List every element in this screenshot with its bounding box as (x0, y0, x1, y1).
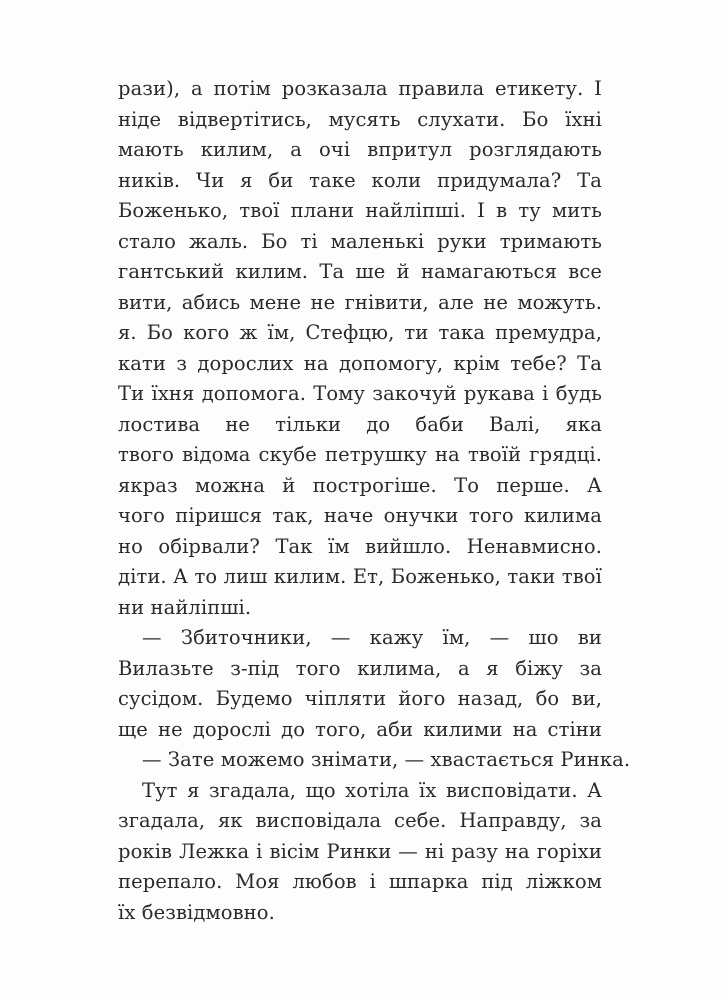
text-line: я. Бо кого ж їм, Стефцю, ти така премудра, (118, 321, 602, 344)
text-line: лостива не тільки до баби Валі, яка (118, 412, 602, 436)
text-line: їх безвідмовно. (118, 900, 275, 924)
text-line: ще не дорослі до того, аби килими на стіни (118, 717, 602, 741)
text-line: стало жаль. Бо ті маленькі руки тримають (118, 229, 602, 253)
text-line: років Лежка і вісім Ринки — ні разу на горіхи (118, 839, 602, 863)
dialogue-line: — Зате можемо знімати, — хвастається Ринка. (142, 748, 631, 771)
text-line: чого піришся так, наче онучки того килима (118, 504, 602, 527)
text-line: ників. Чи я би таке коли придумала? Та (118, 168, 602, 192)
paragraph-first-line: Тут я згадала, що хотіла їх висповідати. А (142, 778, 602, 802)
text-line: згадала, як висповідала себе. Направду, за (118, 809, 602, 832)
text-line: ніде відвертітись, мусять слухати. Бо їхні (118, 107, 602, 131)
dialogue-line: — Збиточники, — кажу їм, — шо ви (142, 626, 602, 649)
text-line: Ти їхня допомога. Тому закочуй рукава і будь (118, 382, 602, 405)
text-line: кати з дорослих на допомогу, крім тебе? Та (118, 351, 602, 375)
text-line: ни найліпші. (118, 595, 252, 619)
text-line: вити, абись мене не гнівити, але не можуть. (118, 290, 602, 314)
text-line: мають килим, а очі впритул розглядають (118, 138, 602, 161)
text-line: сусідом. Будемо чіпляти його назад, бо ви, (118, 687, 602, 710)
text-line: перепало. Моя любов і шпарка під ліжком (118, 870, 602, 893)
text-line: Вилазьте з-під того килима, а я біжу за (118, 656, 602, 680)
text-line: рази), а потім розказала правила етикету. І (118, 77, 602, 100)
text-line: твого відома скубе петрушку на твоїй грядці. (118, 443, 602, 466)
text-line: гантський килим. Та ше й намагаються все (118, 260, 602, 283)
text-line: діти. А то лиш килим. Ет, Боженько, таки твої (118, 565, 602, 588)
text-line: якраз можна й построгіше. То перше. А (118, 473, 602, 497)
page-text (118, 74, 631, 928)
text-line: Боженько, твої плани найліпші. І в ту мить (118, 199, 602, 222)
text-line: но обірвали? Так їм вийшло. Ненавмисно. (118, 534, 602, 558)
